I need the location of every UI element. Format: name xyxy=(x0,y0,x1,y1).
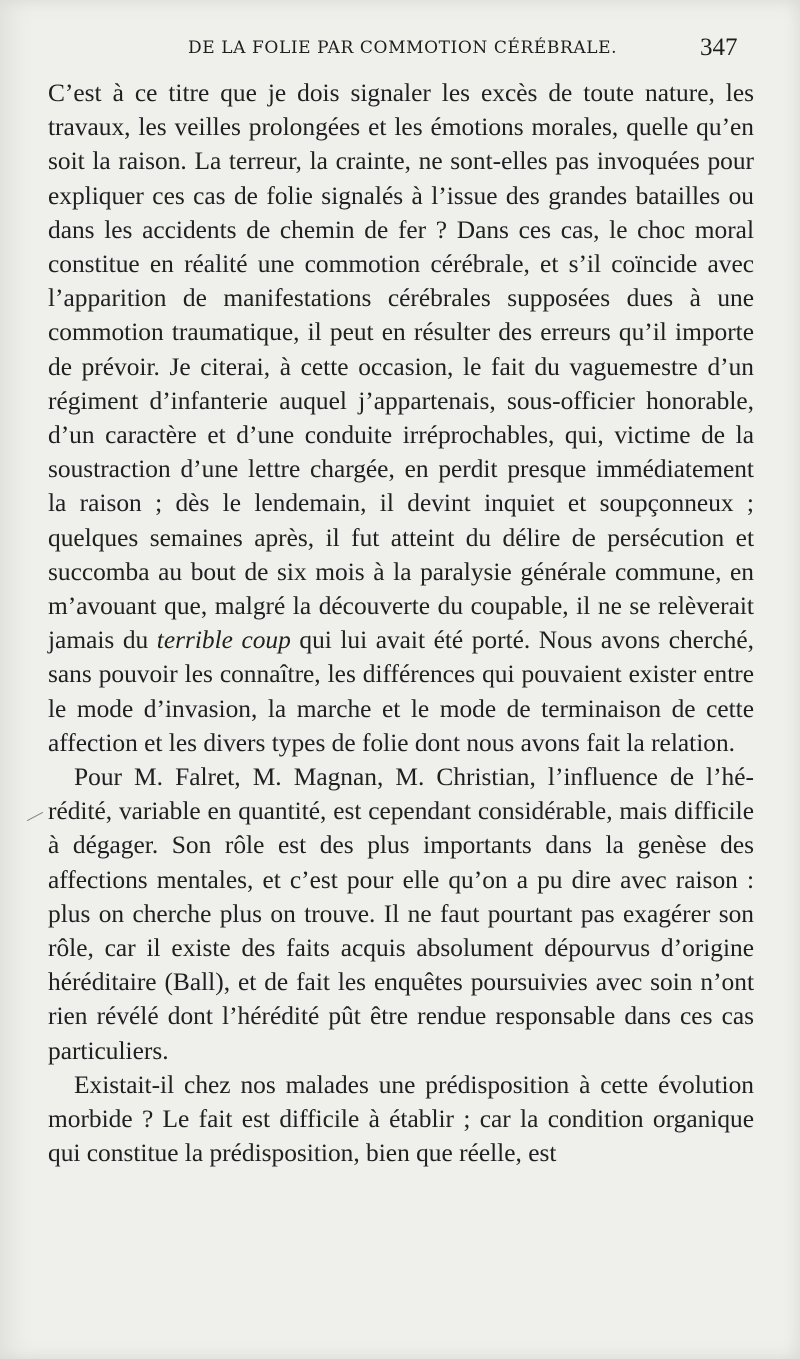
page-header xyxy=(0,30,800,74)
paragraph-1 xyxy=(48,76,754,760)
paragraph-2: Pour M. Falret, M. Magnan, M. Christian, l’influence de l’hérédité, variable en quantité, est cependant considérable, mais difficile à dégager. Son rôle est des plus importants dans la genèse des affections mentales, et c’est pour elle qu’on a pu dire avec raison : plus on cherche plus on trouve. Il ne faut pourtant pas exagérer son rôle, car il existe des faits acquis absolument dépourvus d’origine héréditaire (Ball), et de fait les enquêtes poursuivies avec soin n’ont rien révélé dont l’hérédité pût être rendue responsable dans ces cas particuliers. xyxy=(48,763,754,1065)
margin-pencil-mark xyxy=(27,812,43,821)
body-text xyxy=(48,76,754,1344)
page-number: 347 xyxy=(700,34,738,61)
paragraph-1-text-after: qui lui avait été porté. Nous avons cherché, sans pouvoir les connaître, les différences qui pouvaient exister entre le mode d’invasion, la marche et le mode de terminaison de cette affection et les divers types de folie dont nous avons fait la relation. xyxy=(48,626,754,757)
paragraph-1-emphasis: terrible coup xyxy=(156,626,291,655)
paragraph-1-text-before: C’est à ce titre que je dois signaler les excès de toute nature, les travaux, les veilles prolongées et les émotions morales, quelle qu’en soit la raison. La terreur, la crainte, ne sont-elles pas invoquées pour expliquer ces cas de folie signalés à l’issue des grandes batailles ou dans les accidents de chemin de fer ? Dans ces cas, le choc moral constitue en réalité une commotion cérébrale, et s’il coïncide avec l’apparition de manifestations cérébrales supposées dues à une commotion traumatique, il peut en résulter des erreurs qu’il importe de prévoir. Je citerai, à cette occasion, le fait du vaguemestre d’un régiment d’infanterie auquel j’appartenais, sous-officier honorable, d’un caractère et d’une conduite irréprochables, qui, victime de la soustraction d’une lettre chargée, en perdit presque immédiatement la raison ; dès le lendemain, il devint inquiet et soupçonneux ; quelques semaines après, il fut atteint du délire de persécution et succomba au bout de six mois à la paralysie générale commune, en m’avouant que, malgré la découverte du coupable, il ne se relèverait jamais du xyxy=(48,79,754,655)
running-title: DE LA FOLIE PAR COMMOTION CÉRÉBRALE. xyxy=(188,38,618,58)
paragraph-3: Existait-il chez nos malades une prédisposition à cette évolution morbide ? Le fait est difficile à établir ; car la condition organique qui constitue la prédisposition, bien que réelle, est xyxy=(48,1070,754,1168)
